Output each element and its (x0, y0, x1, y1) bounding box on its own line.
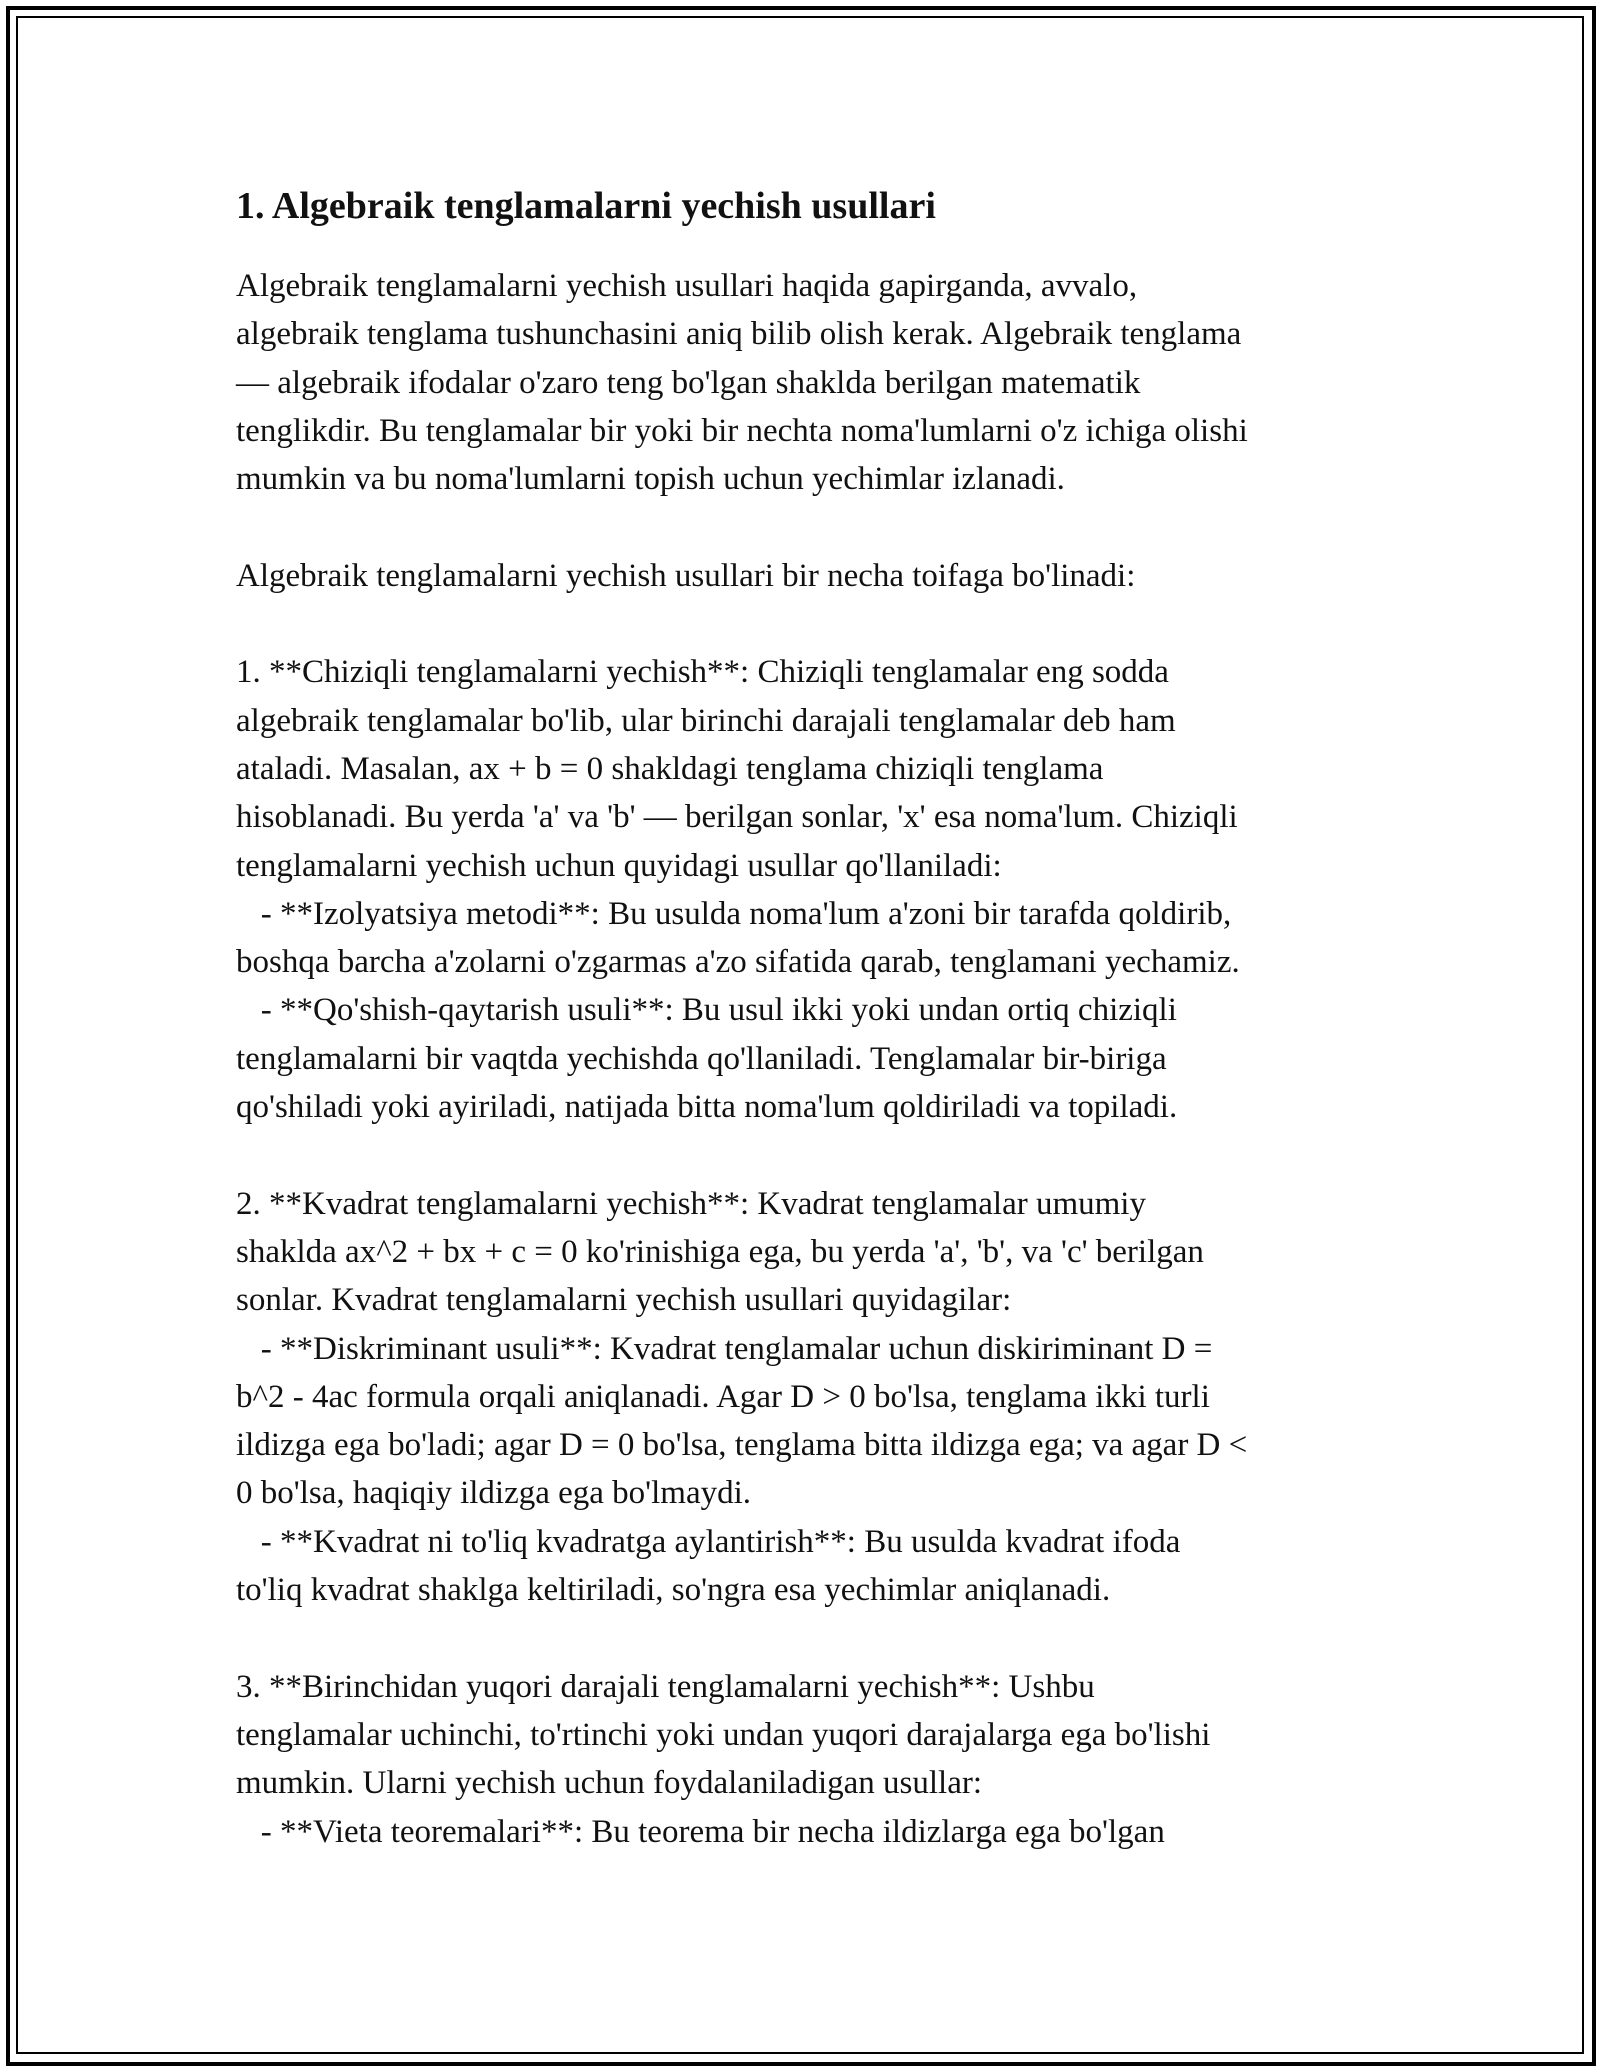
section-linear-equations (236, 648, 1376, 1131)
intro-line: Algebraik tenglamalarni yechish usullari haqida gapirganda, avvalo, (236, 268, 1138, 304)
section1-line: boshqa barcha a'zolarni o'zgarmas a'zo sifatida qarab, tenglamani yechamiz. (236, 944, 1240, 981)
paragraph-gap (236, 1131, 1376, 1179)
section1-line: qo'shiladi yoki ayiriladi, natijada bitta noma'lum qoldiriladi va topiladi. (236, 1089, 1178, 1126)
paragraph-gap (236, 600, 1376, 648)
section3-line: tenglamalar uchinchi, to'rtinchi yoki undan yuqori darajalarga ega bo'lishi (236, 1716, 1211, 1753)
section1-line: tenglamalarni yechish uchun quyidagi usullar qo'llaniladi: (236, 847, 1002, 884)
section2-line: ildizga ega bo'ladi; agar D = 0 bo'lsa, tenglama bitta ildizga ega; va agar D < (236, 1427, 1248, 1464)
document-body (236, 184, 1376, 1856)
section-higher-degree-equations (236, 1663, 1376, 1856)
intro-line: algebraik tenglama tushunchasini aniq bilib olish kerak. Algebraik tenglama (236, 316, 1242, 353)
section1-line: - **Qo'shish-qaytarish usuli**: Bu usul ikki yoki undan ortiq chiziqli (236, 992, 1177, 1029)
section2-line: shaklda ax^2 + bx + c = 0 ko'rinishiga ega, bu yerda 'a', 'b', va 'c' berilgan (236, 1233, 1204, 1270)
intro-paragraph (236, 262, 1376, 503)
section2-line: sonlar. Kvadrat tenglamalarni yechish usullari quyidagilar: (236, 1282, 1012, 1319)
intro-line: mumkin va bu noma'lumlarni topish uchun yechimlar izlanadi. (236, 461, 1065, 498)
section2-line: - **Diskriminant usuli**: Kvadrat tenglamalar uchun diskiriminant D = (236, 1330, 1213, 1367)
section3-line: 3. **Birinchidan yuqori darajali tenglamalarni yechish**: Ushbu (236, 1668, 1095, 1705)
intro-line: tenglikdir. Bu tenglamalar bir yoki bir nechta noma'lumlarni o'z ichiga olishi (236, 412, 1248, 449)
section1-line: ataladi. Masalan, ax + b = 0 shakldagi tenglama chiziqli tenglama (236, 750, 1104, 787)
section1-line: tenglamalarni bir vaqtda yechishda qo'llaniladi. Tenglamalar bir-biriga (236, 1040, 1167, 1077)
lead-line: Algebraik tenglamalarni yechish usullari bir necha toifaga bo'linadi: (236, 557, 1136, 594)
section1-line: algebraik tenglamalar bo'lib, ular birinchi darajali tenglamalar deb ham (236, 702, 1176, 739)
paragraph-gap (236, 503, 1376, 551)
paragraph-gap (236, 1614, 1376, 1662)
section2-line: - **Kvadrat ni to'liq kvadratga aylantirish**: Bu usulda kvadrat ifoda (236, 1523, 1181, 1560)
section2-line: to'liq kvadrat shaklga keltiriladi, so'ngra esa yechimlar aniqlanadi. (236, 1572, 1111, 1609)
document-title: 1. Algebraik tenglamalarni yechish usullari (236, 185, 936, 227)
section-quadratic-equations (236, 1180, 1376, 1615)
section1-line: hisoblanadi. Bu yerda 'a' va 'b' — berilgan sonlar, 'x' esa noma'lum. Chiziqli (236, 799, 1238, 836)
section2-line: 2. **Kvadrat tenglamalarni yechish**: Kvadrat tenglamalar umumiy (236, 1185, 1146, 1222)
section2-line: 0 bo'lsa, haqiqiy ildizga ega bo'lmaydi. (236, 1475, 752, 1512)
section3-line: - **Vieta teoremalari**: Bu teorema bir necha ildizlarga ega bo'lgan (236, 1813, 1165, 1850)
section2-line: b^2 - 4ac formula orqali aniqlanadi. Agar D > 0 bo'lsa, tenglama ikki turli (236, 1378, 1210, 1415)
section3-line: mumkin. Ularni yechish uchun foydalaniladigan usullar: (236, 1765, 982, 1802)
section1-line: - **Izolyatsiya metodi**: Bu usulda noma'lum a'zoni bir tarafda qoldirib, (236, 895, 1232, 932)
lead-paragraph (236, 552, 1376, 600)
intro-line: — algebraik ifodalar o'zaro teng bo'lgan shaklda berilgan matematik (236, 364, 1141, 401)
section1-line: 1. **Chiziqli tenglamalarni yechish**: Chiziqli tenglamalar eng sodda (236, 654, 1169, 691)
